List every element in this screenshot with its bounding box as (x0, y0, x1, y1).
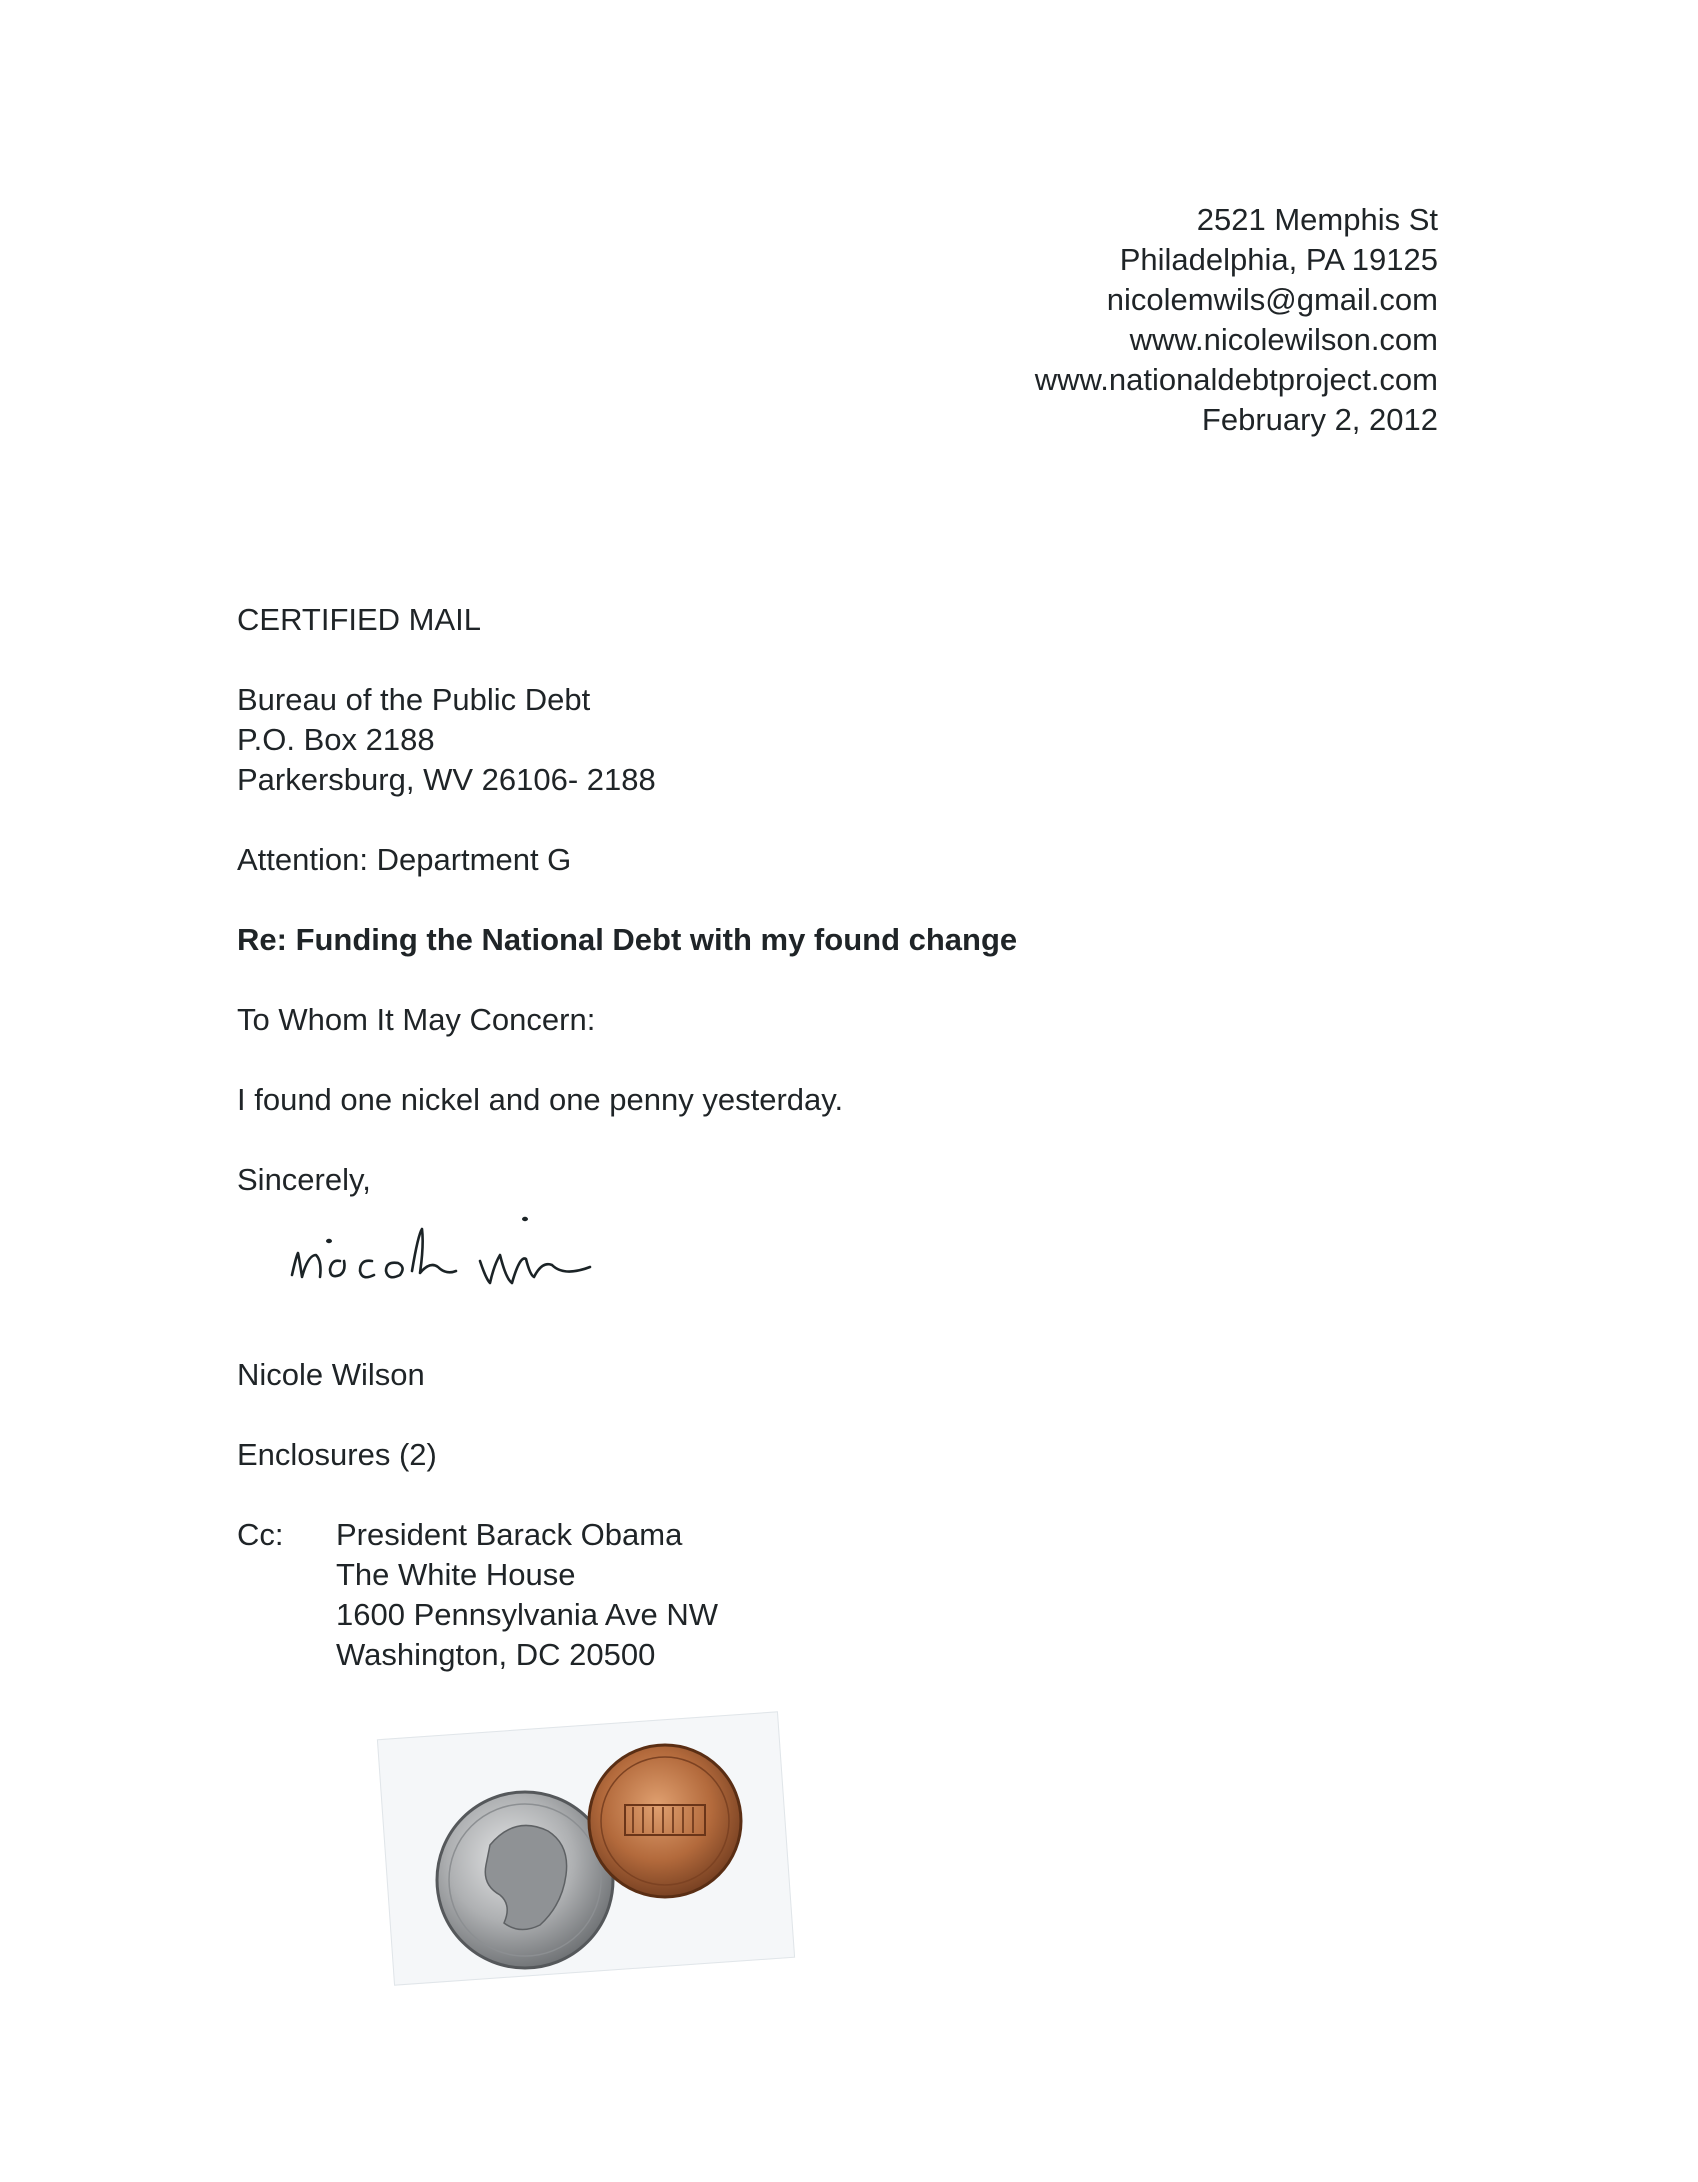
closing: Sincerely, (237, 1162, 371, 1197)
sender-email: nicolemwils@gmail.com (1106, 282, 1438, 317)
cc-line: The White House (336, 1557, 576, 1592)
letter-date: February 2, 2012 (1201, 402, 1438, 437)
cc-label: Cc: (237, 1517, 284, 1552)
recipient-address-block (237, 680, 656, 800)
sender-street: 2521 Memphis St (1196, 202, 1438, 237)
attention-line: Attention: Department G (237, 842, 572, 877)
recipient-city-line: Parkersburg, WV 26106- 2188 (237, 762, 656, 797)
recipient-po-box: P.O. Box 2188 (237, 722, 435, 757)
sender-address-block (1035, 200, 1438, 440)
salutation: To Whom It May Concern: (237, 1002, 596, 1037)
penny-coin-icon (589, 1745, 741, 1897)
enclosures-note: Enclosures (2) (237, 1437, 437, 1472)
cc-line: 1600 Pennsylvania Ave NW (336, 1597, 718, 1632)
enclosed-coins (420, 1735, 780, 1975)
mail-type: CERTIFIED MAIL (237, 602, 482, 637)
recipient-name: Bureau of the Public Debt (237, 682, 591, 717)
sender-website-project: www.nationaldebtproject.com (1034, 362, 1438, 397)
cc-address (336, 1515, 718, 1675)
cc-line: President Barack Obama (336, 1517, 683, 1552)
nickel-coin-icon (437, 1792, 613, 1968)
cc-block (237, 1515, 718, 1675)
sender-city-line: Philadelphia, PA 19125 (1119, 242, 1438, 277)
cc-line: Washington, DC 20500 (336, 1637, 656, 1672)
subject-line: Re: Funding the National Debt with my found change (237, 922, 1018, 957)
sender-website-personal: www.nicolewilson.com (1129, 322, 1438, 357)
signer-name: Nicole Wilson (237, 1357, 425, 1392)
letter-body: I found one nickel and one penny yesterday. (237, 1082, 844, 1117)
handwritten-signature (280, 1205, 630, 1315)
